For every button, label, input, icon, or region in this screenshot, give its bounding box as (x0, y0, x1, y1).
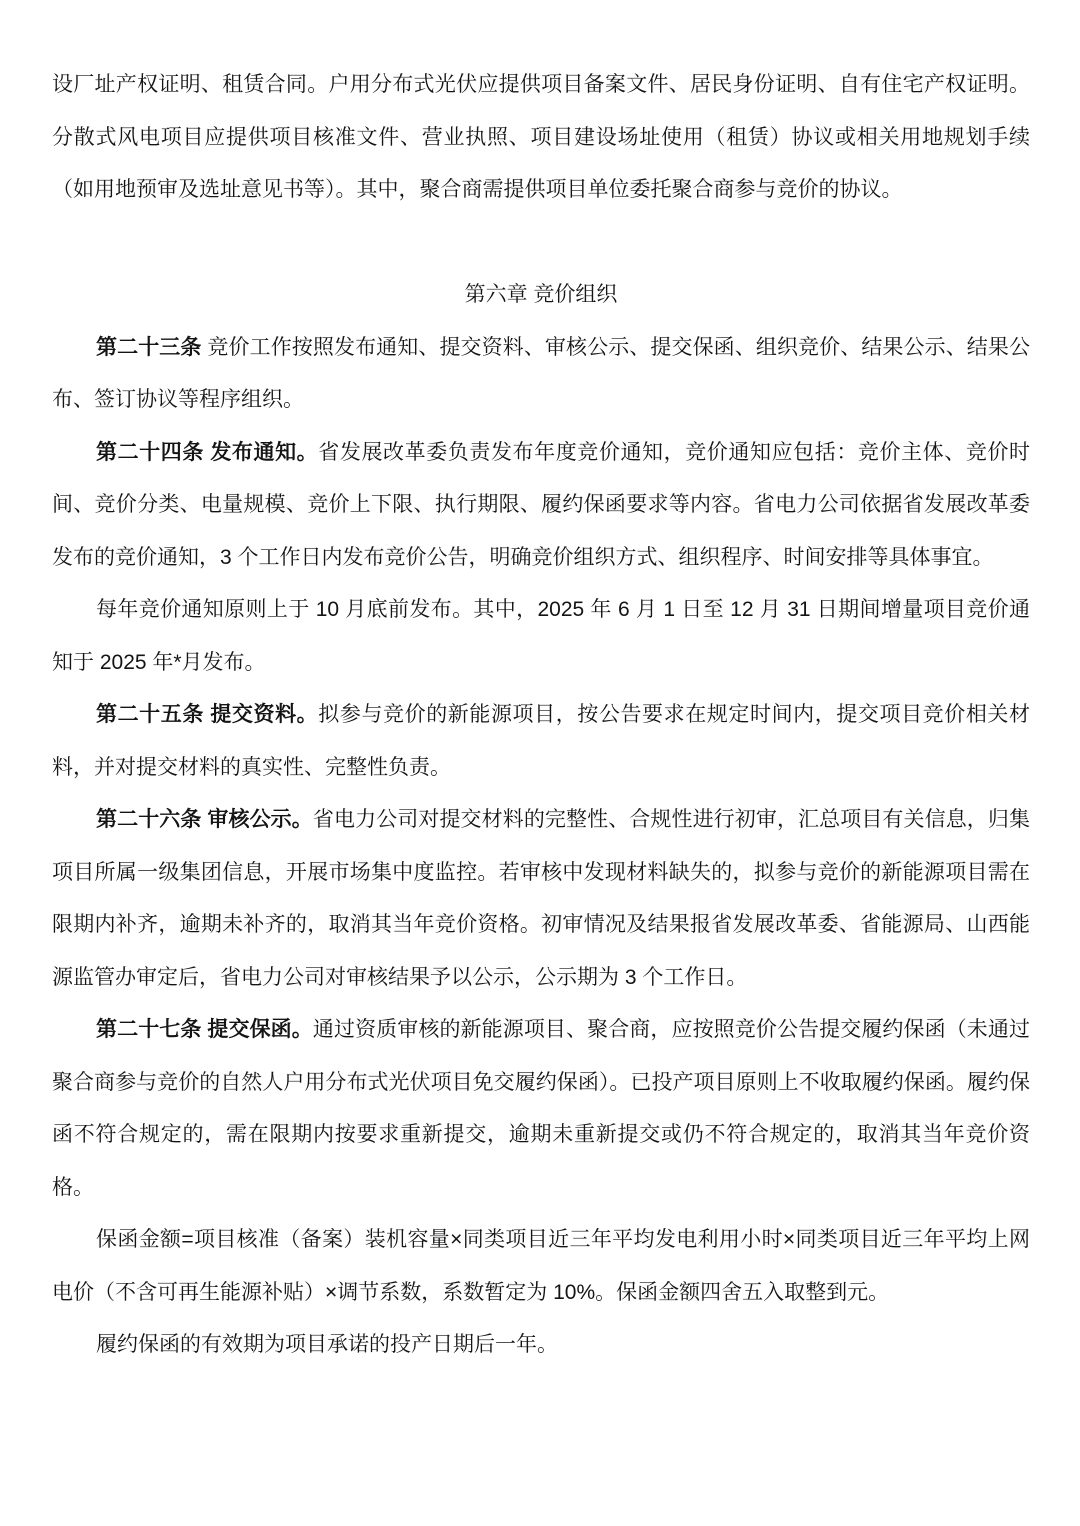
article-27-paragraph (52, 1004, 1030, 1214)
chapter-heading: 第六章 竞价组织 (464, 283, 618, 306)
article-25-label: 第二十五条 提交资料。 (96, 703, 319, 726)
article-25-paragraph (52, 689, 1030, 794)
article-23-paragraph (52, 322, 1030, 427)
article-27-text: 通过资质审核的新能源项目、聚合商，应按照竞价公告提交履约保函（未通过聚合商参与竞价的自然人户用分布式光伏项目免交履约保函）。已投产项目原则上不收取履约保函。履约保函不符合规定的，需在限期内按要求重新提交，逾期未重新提交或仍不符合规定的，取消其当年竞价资格。 (52, 1018, 1030, 1199)
paragraph-text: 设厂址产权证明、租赁合同。户用分布式光伏应提供项目备案文件、居民身份证明、自有住宅产权证明。分散式风电项目应提供项目核准文件、营业执照、项目建设场址使用（租赁）协议或相关用地规划手续（如用地预审及选址意见书等）。其中，聚合商需提供项目单位委托聚合商参与竞价的协议。 (52, 73, 1030, 201)
article-24-text: 省发展改革委负责发布年度竞价通知，竞价通知应包括：竞价主体、竞价时间、竞价分类、电量规模、竞价上下限、执行期限、履约保函要求等内容。省电力公司依据省发展改革委发布的竞价通知，3 个工作日内发布竞价公告，明确竞价组织方式、组织程序、时间安排等具体事宜。 (52, 440, 1030, 569)
article-24-paragraph (52, 427, 1030, 585)
article-25-text: 拟参与竞价的新能源项目，按公告要求在规定时间内，提交项目竞价相关材料，并对提交材料的真实性、完整性负责。 (52, 703, 1030, 779)
paragraph-text: 保函金额=项目核准（备案）装机容量×同类项目近三年平均发电利用小时×同类项目近三年平均上网电价（不含可再生能源补贴）×调节系数，系数暂定为 10%。保函金额四舍五入取整到元。 (52, 1228, 1030, 1304)
article-27-label: 第二十七条 提交保函。 (96, 1018, 313, 1041)
article-26-text: 省电力公司对提交材料的完整性、合规性进行初审，汇总项目有关信息，归集项目所属一级集团信息，开展市场集中度监控。若审核中发现材料缺失的，拟参与竞价的新能源项目需在限期内补齐，逾期未补齐的，取消其当年竞价资格。初审情况及结果报省发展改革委、省能源局、山西能源监管办审定后，省电力公司对审核结果予以公示，公示期为 3 个工作日。 (52, 808, 1030, 989)
guarantee-amount-formula-paragraph (52, 1214, 1030, 1319)
article-26-label: 第二十六条 审核公示。 (96, 808, 313, 831)
paragraph-text: 每年竞价通知原则上于 10 月底前发布。其中，2025 年 6 月 1 日至 12 月 31 日期间增量项目竞价通知于 2025 年*月发布。 (52, 598, 1030, 674)
article-23-text: 竞价工作按照发布通知、提交资料、审核公示、提交保函、组织竞价、结果公示、结果公布、签订协议等程序组织。 (52, 335, 1030, 411)
article-26-paragraph (52, 794, 1030, 1004)
article-24-label: 第二十四条 发布通知。 (96, 440, 319, 464)
notice-schedule-paragraph (52, 584, 1030, 689)
paragraph-text: 履约保函的有效期为项目承诺的投产日期后一年。 (96, 1333, 558, 1356)
guarantee-validity-paragraph (52, 1319, 1030, 1372)
intro-continuation-paragraph (52, 59, 1030, 217)
article-23-label: 第二十三条 (96, 335, 208, 359)
